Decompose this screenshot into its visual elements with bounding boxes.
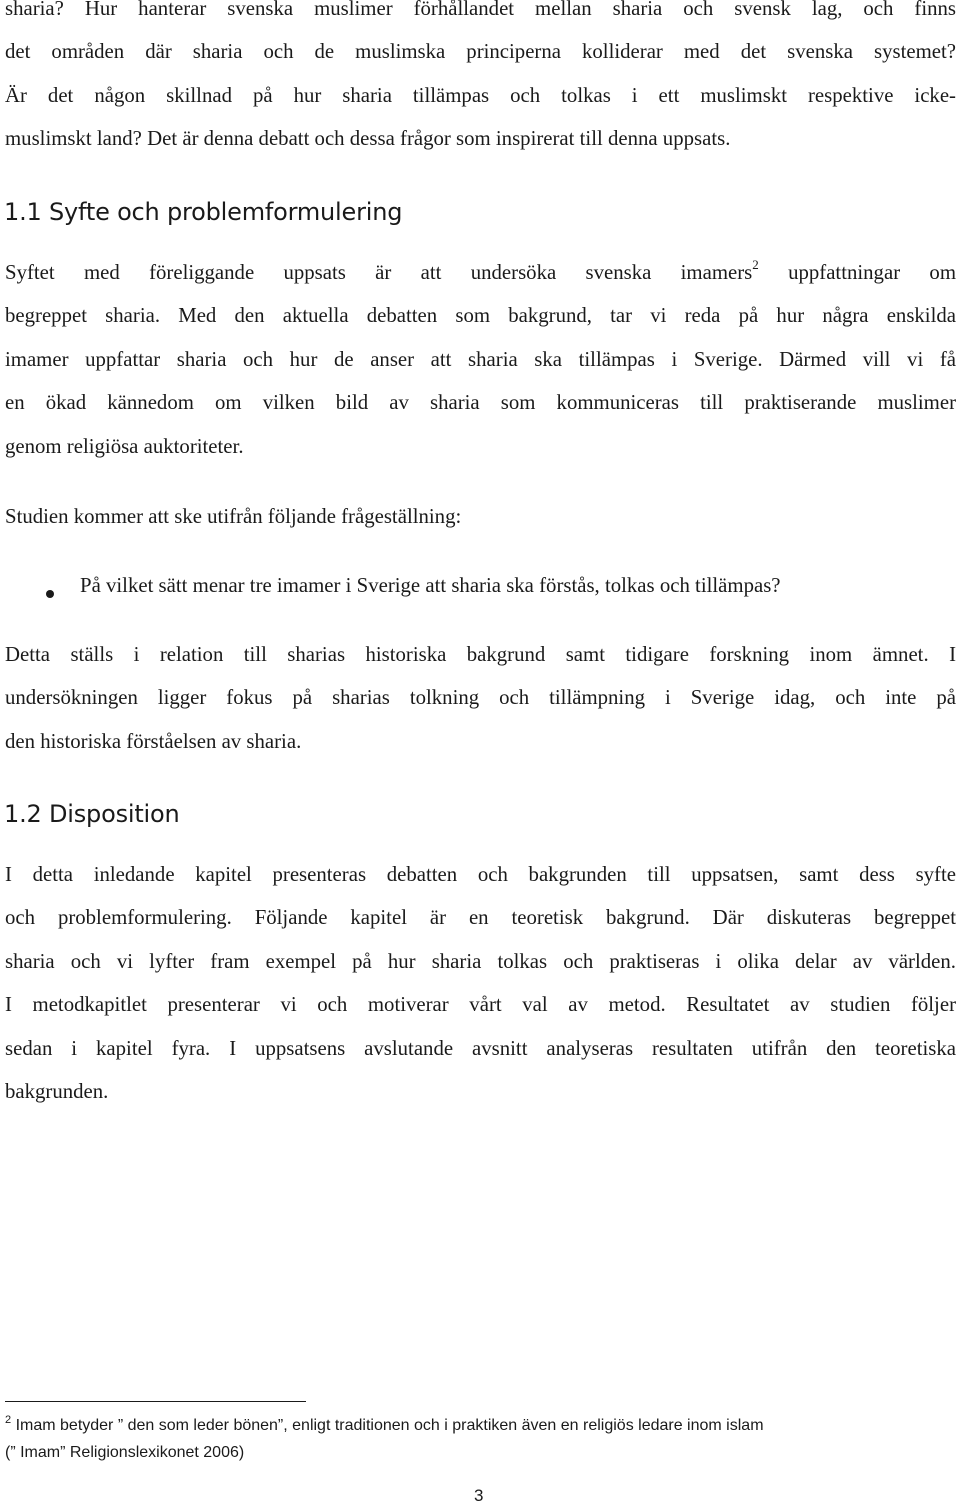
disposition-line-4: I metodkapitlet presenterar vi och motiverar vårt val av metod. Resultatet av studien följer [5, 993, 956, 1016]
footnote-ref-2: 2 [752, 257, 759, 272]
disposition-line-6: bakgrunden. [5, 1080, 109, 1103]
purpose-line-1-text-a: Syftet med föreliggande uppsats är att undersöka svenska imamers [5, 261, 753, 284]
purpose-line-5: genom religiösa auktoriteter. [5, 435, 244, 458]
intro-line-3: Är det någon skillnad på hur sharia tillämpas och tolkas i ett muslimskt respektive icke- [5, 84, 956, 107]
relation-line-1: Detta ställs i relation till sharias historiska bakgrund samt tidigare forskning inom ämnet. I [5, 643, 956, 666]
disposition-line-3: sharia och vi lyfter fram exempel på hur sharia tolkas och praktiseras i olika delar av världen. [5, 950, 956, 973]
purpose-line-3: imamer uppfattar sharia och hur de anser att sharia ska tillämpas i Sverige. Därmed vill vi få [5, 348, 956, 371]
section-heading-1-1: 1.1 Syfte och problemformulering [4, 198, 403, 226]
footnote-line-1 [5, 1414, 764, 1435]
footnote-text-1: Imam betyder ” den som leder bönen”, enligt traditionen och i praktiken även en religiös ledare inom islam [11, 1417, 764, 1434]
disposition-line-1: I detta inledande kapitel presenteras debatten och bakgrunden till uppsatsen, samt dess syfte [5, 863, 956, 886]
research-question-intro: Studien kommer att ske utifrån följande frågeställning: [5, 505, 462, 528]
disposition-line-5: sedan i kapitel fyra. I uppsatsens avslutande avsnitt analyseras resultaten utifrån den teoretiska [5, 1037, 956, 1060]
purpose-line-4: en ökad kännedom om vilken bild av sharia som kommuniceras till praktiserande muslimer [5, 391, 956, 414]
section-heading-1-2: 1.2 Disposition [4, 800, 180, 828]
intro-line-4: muslimskt land? Det är denna debatt och dessa frågor som inspirerat till denna uppsats. [5, 127, 731, 150]
page-number: 3 [474, 1486, 484, 1505]
bullet-dot-icon [46, 590, 54, 598]
intro-line-2: det områden där sharia och de muslimska principerna kolliderar med det svenska systemet? [5, 40, 956, 63]
footnote-line-2: (” Imam” Religionslexikonet 2006) [5, 1444, 245, 1461]
relation-line-3: den historiska förståelsen av sharia. [5, 730, 302, 753]
research-question: På vilket sätt menar tre imamer i Sverige att sharia ska förstås, tolkas och tillämpas? [80, 574, 781, 597]
purpose-line-2: begreppet sharia. Med den aktuella debatten som bakgrund, tar vi reda på hur några enskilda [5, 304, 956, 327]
intro-line-1: sharia? Hur hanterar svenska muslimer förhållandet mellan sharia och svensk lag, och finns [5, 0, 956, 20]
relation-line-2: undersökningen ligger fokus på sharias tolkning och tillämpning i Sverige idag, och inte på [5, 686, 956, 709]
footnote-separator [5, 1401, 306, 1402]
footnote-marker: 2 [5, 1414, 12, 1426]
purpose-line-1 [5, 257, 956, 285]
purpose-line-1-text-b: uppfattningar om [788, 261, 956, 284]
disposition-line-2: och problemformulering. Följande kapitel är en teoretisk bakgrund. Där diskuteras begreppet [5, 906, 956, 929]
